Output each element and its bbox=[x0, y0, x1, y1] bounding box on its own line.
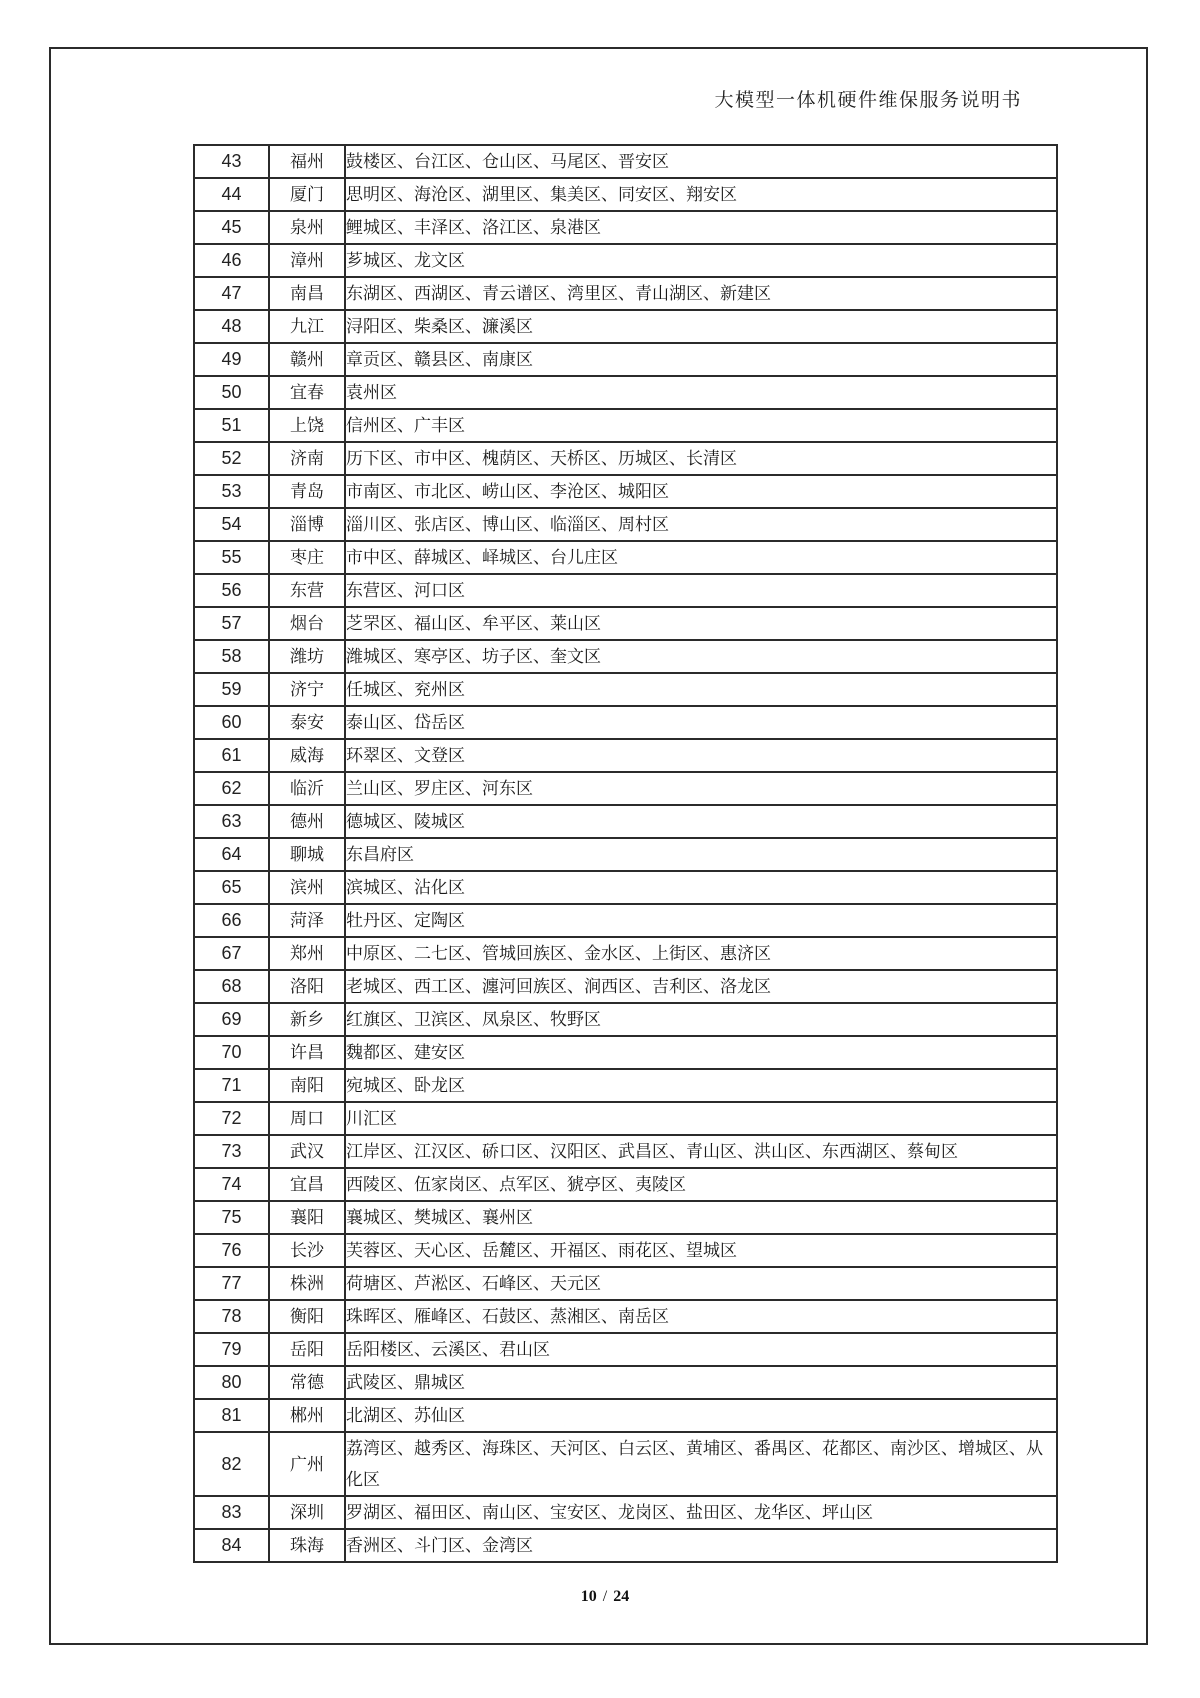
row-number-cell: 72 bbox=[194, 1102, 269, 1135]
table-row bbox=[194, 739, 1057, 772]
row-number-cell: 81 bbox=[194, 1399, 269, 1432]
city-cell: 常德 bbox=[269, 1366, 345, 1399]
table-row bbox=[194, 1168, 1057, 1201]
row-number-cell: 65 bbox=[194, 871, 269, 904]
districts-cell: 魏都区、建安区 bbox=[345, 1036, 1057, 1069]
districts-cell: 荔湾区、越秀区、海珠区、天河区、白云区、黄埔区、番禺区、花都区、南沙区、增城区、从化区 bbox=[345, 1432, 1057, 1496]
districts-cell: 香洲区、斗门区、金湾区 bbox=[345, 1529, 1057, 1562]
city-cell: 滨州 bbox=[269, 871, 345, 904]
table-body bbox=[194, 145, 1057, 1562]
table-row bbox=[194, 640, 1057, 673]
city-cell: 新乡 bbox=[269, 1003, 345, 1036]
row-number-cell: 55 bbox=[194, 541, 269, 574]
table-row bbox=[194, 409, 1057, 442]
row-number-cell: 70 bbox=[194, 1036, 269, 1069]
districts-cell: 任城区、兖州区 bbox=[345, 673, 1057, 706]
page-total: 24 bbox=[613, 1588, 630, 1605]
table-row bbox=[194, 1102, 1057, 1135]
districts-cell: 淄川区、张店区、博山区、临淄区、周村区 bbox=[345, 508, 1057, 541]
city-cell: 青岛 bbox=[269, 475, 345, 508]
row-number-cell: 49 bbox=[194, 343, 269, 376]
row-number-cell: 63 bbox=[194, 805, 269, 838]
row-number-cell: 82 bbox=[194, 1432, 269, 1496]
city-cell: 郴州 bbox=[269, 1399, 345, 1432]
row-number-cell: 62 bbox=[194, 772, 269, 805]
districts-cell: 江岸区、江汉区、硚口区、汉阳区、武昌区、青山区、洪山区、东西湖区、蔡甸区 bbox=[345, 1135, 1057, 1168]
row-number-cell: 69 bbox=[194, 1003, 269, 1036]
city-cell: 宜春 bbox=[269, 376, 345, 409]
table-row bbox=[194, 1201, 1057, 1234]
districts-cell: 珠晖区、雁峰区、石鼓区、蒸湘区、南岳区 bbox=[345, 1300, 1057, 1333]
row-number-cell: 64 bbox=[194, 838, 269, 871]
page-separator: / bbox=[602, 1588, 608, 1605]
city-cell: 珠海 bbox=[269, 1529, 345, 1562]
row-number-cell: 59 bbox=[194, 673, 269, 706]
table-row bbox=[194, 1432, 1057, 1496]
table-row bbox=[194, 178, 1057, 211]
city-cell: 襄阳 bbox=[269, 1201, 345, 1234]
table-row bbox=[194, 1399, 1057, 1432]
districts-cell: 鲤城区、丰泽区、洛江区、泉港区 bbox=[345, 211, 1057, 244]
table-row bbox=[194, 475, 1057, 508]
table-row bbox=[194, 805, 1057, 838]
districts-cell: 芗城区、龙文区 bbox=[345, 244, 1057, 277]
districts-cell: 市中区、薛城区、峄城区、台儿庄区 bbox=[345, 541, 1057, 574]
city-cell: 枣庄 bbox=[269, 541, 345, 574]
document-header-title: 大模型一体机硬件维保服务说明书 bbox=[714, 90, 1022, 111]
row-number-cell: 66 bbox=[194, 904, 269, 937]
row-number-cell: 74 bbox=[194, 1168, 269, 1201]
city-cell: 福州 bbox=[269, 145, 345, 178]
table-row bbox=[194, 508, 1057, 541]
table-row bbox=[194, 1529, 1057, 1562]
districts-cell: 鼓楼区、台江区、仓山区、马尾区、晋安区 bbox=[345, 145, 1057, 178]
row-number-cell: 52 bbox=[194, 442, 269, 475]
districts-cell: 浔阳区、柴桑区、濂溪区 bbox=[345, 310, 1057, 343]
city-cell: 泰安 bbox=[269, 706, 345, 739]
districts-cell: 信州区、广丰区 bbox=[345, 409, 1057, 442]
districts-cell: 泰山区、岱岳区 bbox=[345, 706, 1057, 739]
table-row bbox=[194, 244, 1057, 277]
table-row bbox=[194, 904, 1057, 937]
districts-cell: 牡丹区、定陶区 bbox=[345, 904, 1057, 937]
table-row bbox=[194, 1267, 1057, 1300]
row-number-cell: 45 bbox=[194, 211, 269, 244]
districts-cell: 袁州区 bbox=[345, 376, 1057, 409]
city-cell: 南阳 bbox=[269, 1069, 345, 1102]
districts-cell: 东湖区、西湖区、青云谱区、湾里区、青山湖区、新建区 bbox=[345, 277, 1057, 310]
table-row bbox=[194, 145, 1057, 178]
table-row bbox=[194, 541, 1057, 574]
city-cell: 广州 bbox=[269, 1432, 345, 1496]
row-number-cell: 56 bbox=[194, 574, 269, 607]
table-row bbox=[194, 937, 1057, 970]
city-cell: 株洲 bbox=[269, 1267, 345, 1300]
districts-cell: 川汇区 bbox=[345, 1102, 1057, 1135]
row-number-cell: 61 bbox=[194, 739, 269, 772]
row-number-cell: 43 bbox=[194, 145, 269, 178]
row-number-cell: 79 bbox=[194, 1333, 269, 1366]
page-footer bbox=[0, 1588, 1200, 1606]
table-row bbox=[194, 772, 1057, 805]
row-number-cell: 58 bbox=[194, 640, 269, 673]
row-number-cell: 76 bbox=[194, 1234, 269, 1267]
districts-cell: 历下区、市中区、槐荫区、天桥区、历城区、长清区 bbox=[345, 442, 1057, 475]
row-number-cell: 57 bbox=[194, 607, 269, 640]
districts-cell: 滨城区、沾化区 bbox=[345, 871, 1057, 904]
row-number-cell: 78 bbox=[194, 1300, 269, 1333]
city-cell: 许昌 bbox=[269, 1036, 345, 1069]
table-row bbox=[194, 574, 1057, 607]
table-row bbox=[194, 1300, 1057, 1333]
row-number-cell: 47 bbox=[194, 277, 269, 310]
districts-cell: 东营区、河口区 bbox=[345, 574, 1057, 607]
city-cell: 临沂 bbox=[269, 772, 345, 805]
city-cell: 漳州 bbox=[269, 244, 345, 277]
row-number-cell: 68 bbox=[194, 970, 269, 1003]
city-cell: 周口 bbox=[269, 1102, 345, 1135]
districts-cell: 荷塘区、芦淞区、石峰区、天元区 bbox=[345, 1267, 1057, 1300]
row-number-cell: 67 bbox=[194, 937, 269, 970]
districts-cell: 老城区、西工区、瀍河回族区、涧西区、吉利区、洛龙区 bbox=[345, 970, 1057, 1003]
row-number-cell: 83 bbox=[194, 1496, 269, 1529]
districts-cell: 襄城区、樊城区、襄州区 bbox=[345, 1201, 1057, 1234]
city-cell: 济宁 bbox=[269, 673, 345, 706]
row-number-cell: 75 bbox=[194, 1201, 269, 1234]
table-row bbox=[194, 673, 1057, 706]
row-number-cell: 46 bbox=[194, 244, 269, 277]
city-districts-table bbox=[193, 144, 1058, 1563]
table-row bbox=[194, 1135, 1057, 1168]
row-number-cell: 73 bbox=[194, 1135, 269, 1168]
districts-cell: 芝罘区、福山区、牟平区、莱山区 bbox=[345, 607, 1057, 640]
districts-cell: 德城区、陵城区 bbox=[345, 805, 1057, 838]
table-row bbox=[194, 376, 1057, 409]
city-cell: 威海 bbox=[269, 739, 345, 772]
table-row bbox=[194, 1003, 1057, 1036]
row-number-cell: 51 bbox=[194, 409, 269, 442]
city-cell: 上饶 bbox=[269, 409, 345, 442]
districts-cell: 中原区、二七区、管城回族区、金水区、上街区、惠济区 bbox=[345, 937, 1057, 970]
table-row bbox=[194, 1036, 1057, 1069]
table-row bbox=[194, 838, 1057, 871]
districts-cell: 武陵区、鼎城区 bbox=[345, 1366, 1057, 1399]
table-row bbox=[194, 310, 1057, 343]
city-cell: 东营 bbox=[269, 574, 345, 607]
row-number-cell: 84 bbox=[194, 1529, 269, 1562]
districts-cell: 环翠区、文登区 bbox=[345, 739, 1057, 772]
city-cell: 郑州 bbox=[269, 937, 345, 970]
districts-cell: 市南区、市北区、崂山区、李沧区、城阳区 bbox=[345, 475, 1057, 508]
city-cell: 宜昌 bbox=[269, 1168, 345, 1201]
city-cell: 泉州 bbox=[269, 211, 345, 244]
row-number-cell: 80 bbox=[194, 1366, 269, 1399]
table-row bbox=[194, 1333, 1057, 1366]
city-cell: 烟台 bbox=[269, 607, 345, 640]
districts-cell: 岳阳楼区、云溪区、君山区 bbox=[345, 1333, 1057, 1366]
city-cell: 厦门 bbox=[269, 178, 345, 211]
table-row bbox=[194, 607, 1057, 640]
table-row bbox=[194, 970, 1057, 1003]
city-cell: 聊城 bbox=[269, 838, 345, 871]
row-number-cell: 50 bbox=[194, 376, 269, 409]
districts-cell: 潍城区、寒亭区、坊子区、奎文区 bbox=[345, 640, 1057, 673]
table-row bbox=[194, 1069, 1057, 1102]
city-cell: 武汉 bbox=[269, 1135, 345, 1168]
table-row bbox=[194, 442, 1057, 475]
city-cell: 岳阳 bbox=[269, 1333, 345, 1366]
row-number-cell: 60 bbox=[194, 706, 269, 739]
table-row bbox=[194, 343, 1057, 376]
row-number-cell: 77 bbox=[194, 1267, 269, 1300]
table-row bbox=[194, 1496, 1057, 1529]
page-number: 10 bbox=[580, 1588, 597, 1605]
table-row bbox=[194, 277, 1057, 310]
city-cell: 深圳 bbox=[269, 1496, 345, 1529]
districts-cell: 思明区、海沧区、湖里区、集美区、同安区、翔安区 bbox=[345, 178, 1057, 211]
districts-cell: 西陵区、伍家岗区、点军区、猇亭区、夷陵区 bbox=[345, 1168, 1057, 1201]
city-cell: 赣州 bbox=[269, 343, 345, 376]
districts-cell: 东昌府区 bbox=[345, 838, 1057, 871]
city-cell: 衡阳 bbox=[269, 1300, 345, 1333]
table-row bbox=[194, 1366, 1057, 1399]
districts-cell: 红旗区、卫滨区、凤泉区、牧野区 bbox=[345, 1003, 1057, 1036]
districts-cell: 章贡区、赣县区、南康区 bbox=[345, 343, 1057, 376]
city-cell: 德州 bbox=[269, 805, 345, 838]
city-cell: 淄博 bbox=[269, 508, 345, 541]
row-number-cell: 71 bbox=[194, 1069, 269, 1102]
districts-cell: 宛城区、卧龙区 bbox=[345, 1069, 1057, 1102]
table-row bbox=[194, 211, 1057, 244]
districts-cell: 芙蓉区、天心区、岳麓区、开福区、雨花区、望城区 bbox=[345, 1234, 1057, 1267]
city-cell: 济南 bbox=[269, 442, 345, 475]
districts-cell: 北湖区、苏仙区 bbox=[345, 1399, 1057, 1432]
districts-cell: 罗湖区、福田区、南山区、宝安区、龙岗区、盐田区、龙华区、坪山区 bbox=[345, 1496, 1057, 1529]
table-row bbox=[194, 871, 1057, 904]
city-cell: 九江 bbox=[269, 310, 345, 343]
row-number-cell: 48 bbox=[194, 310, 269, 343]
row-number-cell: 54 bbox=[194, 508, 269, 541]
table-row bbox=[194, 706, 1057, 739]
districts-cell: 兰山区、罗庄区、河东区 bbox=[345, 772, 1057, 805]
city-cell: 菏泽 bbox=[269, 904, 345, 937]
city-cell: 长沙 bbox=[269, 1234, 345, 1267]
row-number-cell: 53 bbox=[194, 475, 269, 508]
table-row bbox=[194, 1234, 1057, 1267]
city-cell: 洛阳 bbox=[269, 970, 345, 1003]
city-cell: 潍坊 bbox=[269, 640, 345, 673]
city-cell: 南昌 bbox=[269, 277, 345, 310]
row-number-cell: 44 bbox=[194, 178, 269, 211]
